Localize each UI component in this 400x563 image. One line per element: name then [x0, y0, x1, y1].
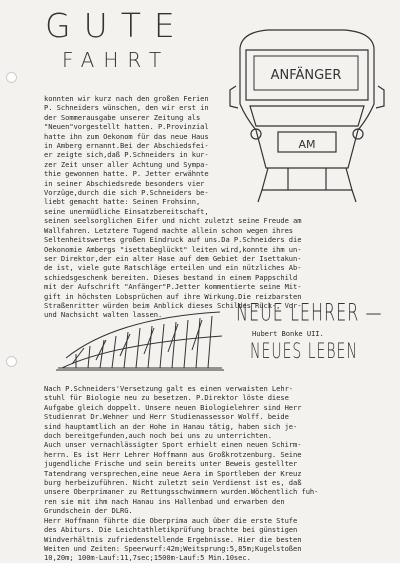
text-line: Grundschein der DLRG.	[44, 506, 133, 516]
text-line: Tatendrang versprechen,eine neue Aera im Sportleben der Kreuz	[44, 468, 302, 478]
text-line: der Sommerausgabe unserer Zeitung als	[44, 112, 201, 122]
heading-gute: GUTE	[45, 6, 188, 45]
anfaenger-sign: ANFÄNGER	[270, 68, 342, 83]
text-line: Auch unser vernachlässigter Sport erhielt einen neuen Schirm-	[44, 440, 302, 450]
text-line: seinen seelsorglichen Eifer und nicht zuletzt seine Freude am	[44, 216, 302, 226]
article-gute-fahrt-text	[44, 94, 301, 320]
text-line: Straßenritter würden beim Anblick dieses Schildes Rück-, Vor-	[44, 300, 302, 310]
text-line: seine unermüdliche Einsatzbereitschaft,	[44, 206, 209, 216]
article-author: Hubert Bonke UII.	[252, 329, 324, 338]
text-line: liebt gemacht hatte: Seinen Frohsinn,	[44, 197, 201, 207]
text-line: unsere Oberprimaner zu Rettungsschwimmern wurden.Wöchentlich fuh-	[44, 487, 319, 497]
text-line: ren sie mit ihm nach Hanau ins Hallenbad und erwarben den	[44, 496, 285, 506]
text-line: Studienrat Dr.Wehner und Herr Studienassessor Wolff. beide	[44, 412, 289, 422]
text-line: Seltenheitswertes großen Eindruck auf uns.Da P.Schneiders die	[44, 235, 302, 245]
text-line: P. Schneiders wünschen, den wir erst in	[44, 103, 209, 113]
text-line: Windverhältnis zufriedenstellende Ergebnisse. Hier die besten	[44, 534, 302, 544]
text-line: thie gewonnen hatte. P. Jetter erwähnte	[44, 169, 209, 179]
text-line: 10,20m; 100m-Lauf:11,7sec;1500m-Lauf:5 Min.10sec.	[44, 553, 251, 563]
heading-fahrt: FAHRT	[62, 48, 171, 72]
license-plate: AM	[298, 138, 316, 151]
text-line: konnten wir kurz nach den großen Ferien	[44, 94, 209, 103]
hurdles-illustration	[52, 298, 228, 378]
text-line: Aufgabe gleich doppelt. Unsere neuen Biologielehrer sind Herr	[44, 402, 302, 412]
text-line: Vorzüge,durch die sich P.Schneiders be-	[44, 188, 209, 198]
text-line: "Neuen"vorgestellt hatten. P.Provinzial	[44, 122, 209, 132]
text-line: stuhl für Biologie neu zu besetzen. P.Direktor löste diese	[44, 393, 289, 403]
text-line: Oekonomie Ambergs "isettabeglückt" leiten wird,konnte ihm un-	[44, 244, 302, 254]
text-line: jugendliche Frische und sein bereits unter Beweis gestellter	[44, 459, 298, 469]
text-line: gift in höchsten Lobsprüchen auf ihre Wirkung.Die reizbarsten	[44, 291, 302, 301]
punch-hole	[6, 72, 17, 83]
text-line: und Nachsicht walten lassen.	[44, 310, 163, 320]
punch-hole	[6, 356, 17, 367]
text-line: in Amberg ernannt.Bei der Abschiedsfei-	[44, 141, 209, 151]
text-line: zer Zeit unser aller Achtung und Sympa-	[44, 159, 209, 169]
text-line: Weiten und Zeiten: Speerwurf:42m;Weitsprung:5,85m;Kugelstoßen	[44, 543, 302, 553]
text-line: in seiner Abschiedsrede besonders vier	[44, 178, 205, 188]
heading-neues-leben: NEUES LEBEN	[250, 340, 358, 364]
text-line: burg herbeizuführen. Nicht zuletzt sein Verdienst ist es, daß	[44, 478, 302, 488]
article-neue-lehrer-text	[44, 384, 318, 563]
text-line: Wallfahren. Letztere Tugend machte allein schon wegen ihres	[44, 225, 294, 235]
text-line: schiedsgeschenk bereiten. Dieses bestand in einem Pappschild	[44, 272, 298, 282]
text-line: des Abiturs. Die Leichtathletikprüfung brachte bei günstigen	[44, 525, 298, 535]
heading-neue-lehrer: NEUE LEHRER —	[236, 298, 383, 327]
text-line: er zeigte sich,daß P.Schneiders in kur-	[44, 150, 209, 160]
text-line: mit der Aufschrift "Anfänger"P.Jetter kommentierte seine Mit-	[44, 282, 302, 292]
text-line: doch bereitgefunden,auch noch bei uns zu unterrichten.	[44, 431, 272, 441]
text-line: Nach P.Schneiders'Versetzung galt es einen verwaisten Lehr-	[44, 384, 294, 393]
text-line: sind hauptamtlich an der Hohe in Hanau tätig, haben sich je-	[44, 421, 298, 431]
text-line: Herr Hoffmann führte die Oberprima auch über die erste Stufe	[44, 515, 298, 525]
text-line: herrn. Es ist Herr Lehrer Hoffmann aus Großkrotzenburg. Seine	[44, 449, 302, 459]
text-line: ser Direktor,der ein alter Hase auf dem Gebiet der Isettakun-	[44, 253, 302, 263]
text-line: de ist, viele gute Ratschläge erteilen und ein nützliches Ab-	[44, 263, 302, 273]
text-line: hatte ihn zum Oekonom für das neue Haus	[44, 131, 209, 141]
